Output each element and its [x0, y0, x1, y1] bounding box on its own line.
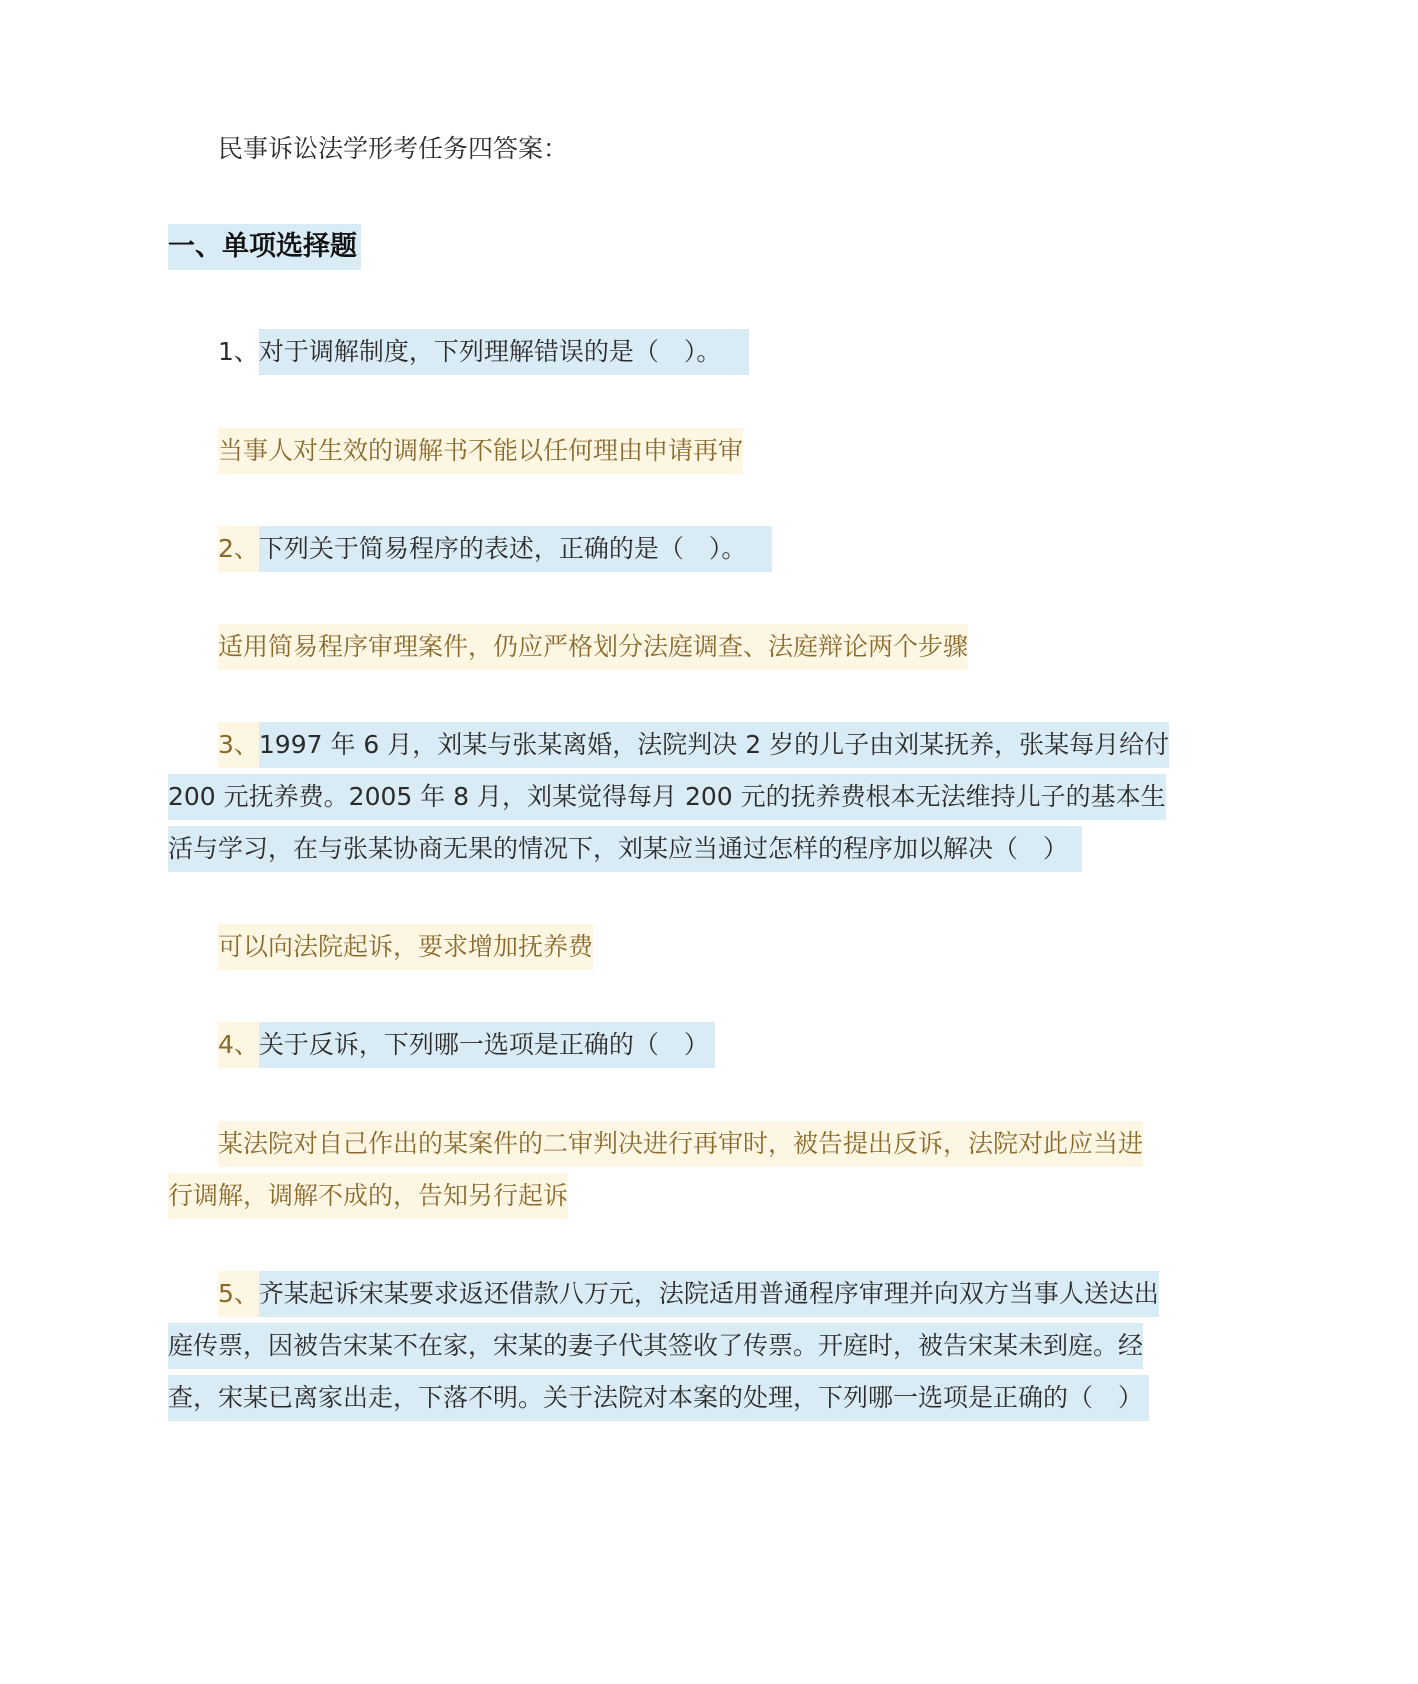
document-title-text: 民事诉讼法学形考任务四答案：	[218, 134, 569, 163]
section-heading-text: 一、单项选择题	[168, 231, 357, 262]
question-2	[218, 526, 772, 572]
question-2-number: 2、	[218, 526, 259, 572]
question-3-line-2	[168, 774, 1166, 820]
answer-4-text-2: 行调解，调解不成的，告知另行起诉	[168, 1181, 569, 1210]
question-4-number: 4、	[218, 1022, 259, 1068]
question-3-line-1	[218, 722, 1169, 768]
question-5-text-1: 齐某起诉宋某要求返还借款八万元，法院适用普通程序审理并向双方当事人送达出	[259, 1271, 1159, 1317]
question-3-text-3: 活与学习，在与张某协商无果的情况下，刘某应当通过怎样的程序加以解决（ ）	[168, 834, 1069, 863]
question-5-line-3	[168, 1375, 1149, 1421]
answer-1	[218, 428, 743, 474]
answer-4-line-1	[218, 1121, 1143, 1167]
question-2-text: 下列关于简易程序的表述，正确的是（ ）。	[259, 526, 773, 572]
question-3-text-1: 1997 年 6 月，刘某与张某离婚，法院判决 2 岁的儿子由刘某抚养，张某每月给付	[259, 722, 1169, 768]
document-title	[218, 126, 568, 172]
question-5-line-2	[168, 1323, 1143, 1369]
answer-4-line-2	[168, 1173, 568, 1219]
question-3-line-3	[168, 826, 1082, 872]
question-4	[218, 1022, 715, 1068]
question-3-text-2: 200 元抚养费。2005 年 8 月，刘某觉得每月 200 元的抚养费根本无法维持儿子的基本生	[168, 782, 1166, 811]
question-4-text: 关于反诉，下列哪一选项是正确的（ ）	[259, 1022, 715, 1068]
answer-4-text-1: 某法院对自己作出的某案件的二审判决进行再审时，被告提出反诉，法院对此应当进	[218, 1129, 1144, 1158]
question-5-line-1	[218, 1271, 1159, 1317]
question-1-number: 1、	[218, 337, 259, 366]
answer-1-text: 当事人对生效的调解书不能以任何理由申请再审	[218, 436, 744, 465]
answer-2-text: 适用简易程序审理案件，仍应严格划分法庭调查、法庭辩论两个步骤	[218, 632, 969, 661]
question-1	[218, 329, 749, 375]
answer-3	[218, 924, 593, 970]
question-5-text-3: 查，宋某已离家出走，下落不明。关于法院对本案的处理，下列哪一选项是正确的（ ）	[168, 1383, 1144, 1412]
question-3-number: 3、	[218, 722, 259, 768]
section-heading	[168, 224, 361, 270]
question-1-text: 对于调解制度，下列理解错误的是（ ）。	[259, 329, 750, 375]
question-5-text-2: 庭传票，因被告宋某不在家，宋某的妻子代其签收了传票。开庭时，被告宋某未到庭。经	[168, 1331, 1144, 1360]
answer-3-text: 可以向法院起诉，要求增加抚养费	[218, 932, 594, 961]
question-5-number: 5、	[218, 1271, 259, 1317]
answer-2	[218, 624, 968, 670]
